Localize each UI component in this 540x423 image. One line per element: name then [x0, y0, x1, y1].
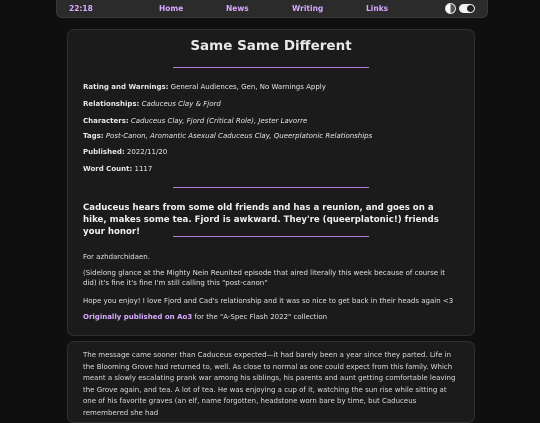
wordcount-label: Word Count:: [83, 165, 133, 173]
theme-controls: [445, 3, 475, 14]
ao3-link[interactable]: Originally published on Ao3: [83, 313, 193, 321]
wordcount-line: [83, 164, 459, 174]
work-info-card: [67, 29, 475, 336]
clock: 22:18: [69, 4, 93, 13]
characters-label: Characters:: [83, 117, 129, 125]
nav-writing-link[interactable]: Writing: [292, 4, 324, 13]
story-card: [67, 341, 475, 423]
published-label: Published:: [83, 148, 125, 156]
note-aside: (Sidelong glance at the Mighty Nein Reunited episode that aired literally this week because of course it did) it's fine it's fine I'm still calling this "post-canon": [83, 269, 445, 287]
wordcount-value: 1117: [134, 165, 153, 173]
characters-value: Caduceus Clay, Fjord (Critical Role), Jester Lavorre: [130, 117, 308, 125]
rating-line: [83, 82, 459, 92]
tags-label: Tags:: [83, 132, 104, 140]
toggle-switch-icon[interactable]: [459, 4, 475, 13]
note-published: [83, 312, 459, 322]
divider-middle: [173, 187, 369, 188]
relationships-value: Caduceus Clay & Fjord: [141, 100, 221, 108]
nav-home-link[interactable]: Home: [159, 4, 184, 13]
story-body: The message came sooner than Caduceus expected—it had barely been a year since they parted. Life in the Blooming Grove had returned to, well. As close to normal as one could expect from this family. Which meant a slowly escalating prank war among his siblings, his parents and aunt getting comfortable leaving the Grove again, and tea. A lot of tea. He was enjoying a cup of it, watching the sun rise while sitting at one of his favorite graves (an elf, name forgotten, headstone worn bare by time, but Caduceus remembered she had: [83, 351, 456, 417]
characters-line: [83, 116, 459, 126]
divider-bottom: [173, 236, 369, 237]
tags-line: [83, 131, 459, 141]
work-title: Same Same Different: [190, 38, 352, 54]
nav-links-link[interactable]: Links: [366, 4, 389, 13]
published-line: [83, 147, 459, 157]
relationships-label: Relationships:: [83, 100, 140, 108]
work-summary: Caduceus hears from some old friends and has a reunion, and goes on a hike, makes some tea. Fjord is awkward. They're (queerplatonic!) friends your honor!: [83, 203, 439, 237]
note-dedication: For azhdarchidaen.: [83, 253, 150, 261]
rating-value: General Audiences, Gen, No Warnings Apply: [170, 83, 326, 91]
tags-value: Post-Canon, Aromantic Asexual Caduceus Clay, Queerplatonic Relationships: [105, 132, 373, 140]
toggle-knob: [467, 5, 474, 12]
relationships-line: [83, 99, 459, 109]
top-nav-bar: [56, 0, 488, 18]
published-value: 2022/11/20: [126, 148, 168, 156]
divider-top: [173, 67, 369, 68]
rating-label: Rating and Warnings:: [83, 83, 169, 91]
half-circle-icon[interactable]: [445, 3, 456, 14]
note-hope: Hope you enjoy! I love Fjord and Cad's relationship and it was so nice to get back in their heads again <3: [83, 297, 454, 305]
nav-news-link[interactable]: News: [226, 4, 249, 13]
published-collection-text: for the "A-Spec Flash 2022" collection: [192, 313, 328, 321]
